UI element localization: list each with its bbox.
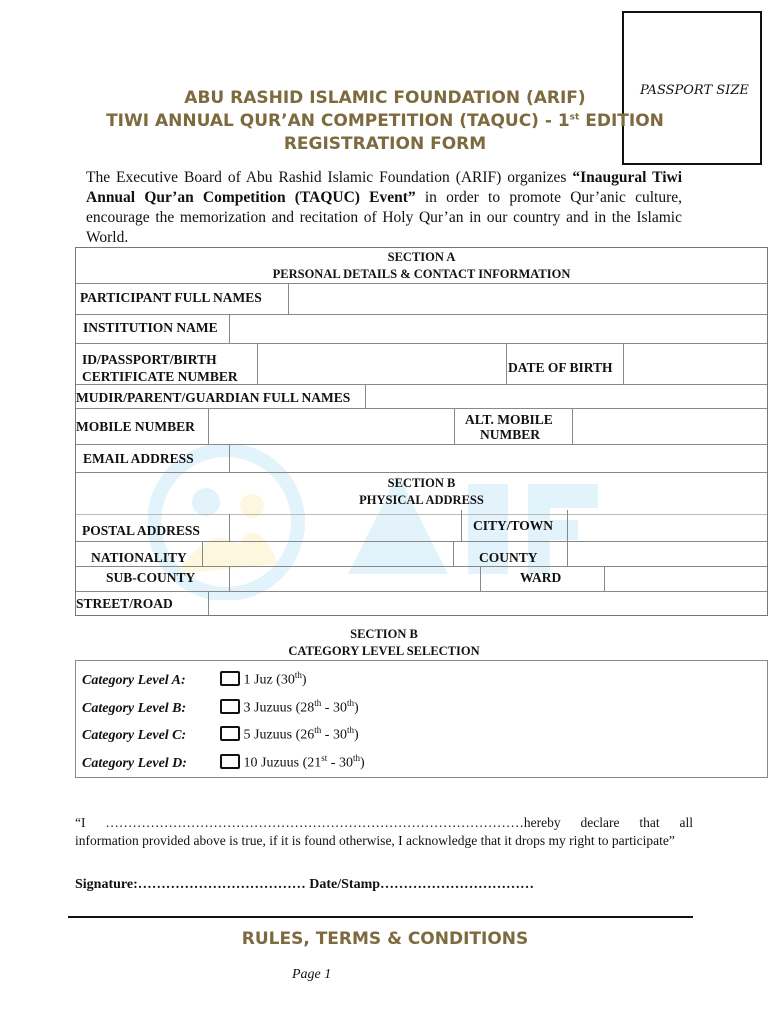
category-row-b: [82, 698, 359, 717]
nationality-field[interactable]: [203, 542, 452, 566]
category-b-text: 3 Juzuus (28: [243, 700, 315, 716]
section-b-title: SECTION B: [387, 476, 456, 490]
id-number-label-1: ID/PASSPORT/BIRTH: [82, 352, 217, 367]
city-town-label: CITY/TOWN: [473, 518, 554, 533]
postal-address-field[interactable]: [230, 515, 460, 541]
category-d-close: ): [359, 755, 365, 771]
competition-title: [60, 111, 710, 131]
passport-label: PASSPORT SIZE: [640, 83, 749, 98]
street-road-field[interactable]: [209, 592, 767, 615]
email-address-field[interactable]: [230, 445, 767, 472]
intro-text-2: in order to promote Qur’anic culture, encourage the memorization and recitation of Holy Qur’an in our country and in the Islamic World.: [86, 189, 682, 246]
section-a-title: SECTION A: [387, 250, 456, 264]
guardian-full-names-label: MUDIR/PARENT/GUARDIAN FULL NAMES: [76, 390, 351, 405]
category-d-text: 10 Juzuus (21: [243, 755, 322, 771]
alt-mobile-field[interactable]: [573, 409, 767, 444]
email-address-label: EMAIL ADDRESS: [83, 451, 194, 466]
category-section-heading: [75, 626, 693, 660]
mobile-number-label: MOBILE NUMBER: [76, 419, 195, 434]
participant-full-names-field[interactable]: [289, 284, 767, 314]
category-b-sup1: th: [314, 698, 322, 708]
category-row-a: [82, 670, 307, 689]
county-field[interactable]: [568, 542, 767, 566]
sub-county-field[interactable]: [230, 567, 479, 591]
category-d-label: Category Level D:: [82, 755, 187, 771]
county-label: COUNTY: [479, 550, 538, 565]
category-d-checkbox[interactable]: [220, 754, 240, 769]
category-a-checkbox[interactable]: [220, 671, 240, 686]
category-a-sup: th: [294, 670, 302, 680]
category-c-close: ): [353, 727, 359, 743]
mobile-number-field[interactable]: [209, 409, 453, 444]
category-d-sup1: st: [321, 753, 328, 763]
competition-title-text: TIWI ANNUAL QUR’AN COMPETITION (TAQUC) - 1: [106, 111, 570, 131]
category-c-checkbox[interactable]: [220, 726, 240, 741]
institution-name-label: INSTITUTION NAME: [83, 320, 218, 335]
guardian-full-names-field[interactable]: [366, 385, 767, 408]
category-section-subtitle: CATEGORY LEVEL SELECTION: [288, 644, 480, 658]
intro-paragraph: [86, 168, 682, 248]
category-section-title: SECTION B: [350, 627, 418, 641]
ward-field[interactable]: [605, 567, 767, 591]
category-row-c: [82, 725, 359, 744]
category-c-text: 5 Juzuus (26: [243, 727, 315, 743]
section-divider: [68, 916, 693, 918]
declaration-text: “I …………………………………………………………………………………hereby declare that all information provided above is true, if it is found otherwise, I acknowledge that it drops my right to participate”: [75, 815, 693, 848]
registration-table: [75, 247, 768, 616]
category-row-d: [82, 753, 365, 772]
date-of-birth-label: DATE OF BIRTH: [508, 360, 613, 375]
city-town-field[interactable]: [568, 511, 767, 541]
date-of-birth-field[interactable]: [624, 344, 767, 384]
signature-date-line[interactable]: Signature:……………………………… Date/Stamp……………………………: [75, 877, 535, 892]
category-a-close: ): [301, 672, 307, 688]
category-a-label: Category Level A:: [82, 672, 186, 688]
category-c-label: Category Level C:: [82, 727, 187, 743]
section-a-subtitle: PERSONAL DETAILS & CONTACT INFORMATION: [272, 267, 571, 281]
intro-event-name: “Inaugural Tiwi Annual Qur’an Competition (TAQUC) Event”: [86, 169, 683, 206]
category-b-checkbox[interactable]: [220, 699, 240, 714]
id-number-label-2: CERTIFICATE NUMBER: [82, 369, 238, 384]
category-c-sup1: th: [314, 725, 322, 735]
alt-mobile-label-2: NUMBER: [480, 427, 540, 442]
category-c-sup2: th: [346, 725, 354, 735]
page-number: Page 1: [292, 967, 332, 982]
category-a-text: 1 Juz (30: [243, 672, 295, 688]
org-title: ABU RASHID ISLAMIC FOUNDATION (ARIF): [184, 88, 586, 108]
rules-title: RULES, TERMS & CONDITIONS: [241, 929, 529, 949]
street-road-label: STREET/ROAD: [76, 596, 173, 611]
category-b-label: Category Level B:: [82, 700, 187, 716]
competition-title-edition: EDITION: [579, 111, 664, 131]
category-d-sup2: th: [352, 753, 360, 763]
alt-mobile-label-1: ALT. MOBILE: [465, 412, 553, 427]
section-b-subtitle: PHYSICAL ADDRESS: [359, 493, 484, 507]
category-level-table: [75, 660, 768, 778]
competition-title-sup: st: [569, 112, 580, 123]
intro-text-1: The Executive Board of Abu Rashid Islamic Foundation (ARIF) organizes: [86, 169, 573, 186]
id-number-field[interactable]: [258, 344, 505, 384]
form-title: REGISTRATION FORM: [283, 134, 487, 154]
postal-address-label: POSTAL ADDRESS: [82, 523, 200, 538]
category-b-close: ): [353, 700, 359, 716]
category-d-mid: - 30: [327, 755, 353, 771]
nationality-label: NATIONALITY: [91, 550, 187, 565]
category-c-mid: - 30: [321, 727, 347, 743]
participant-full-names-label: PARTICIPANT FULL NAMES: [80, 290, 262, 305]
category-b-mid: - 30: [321, 700, 347, 716]
ward-label: WARD: [520, 570, 562, 585]
institution-name-field[interactable]: [230, 315, 767, 343]
sub-county-label: SUB-COUNTY: [106, 570, 196, 585]
category-b-sup2: th: [346, 698, 354, 708]
